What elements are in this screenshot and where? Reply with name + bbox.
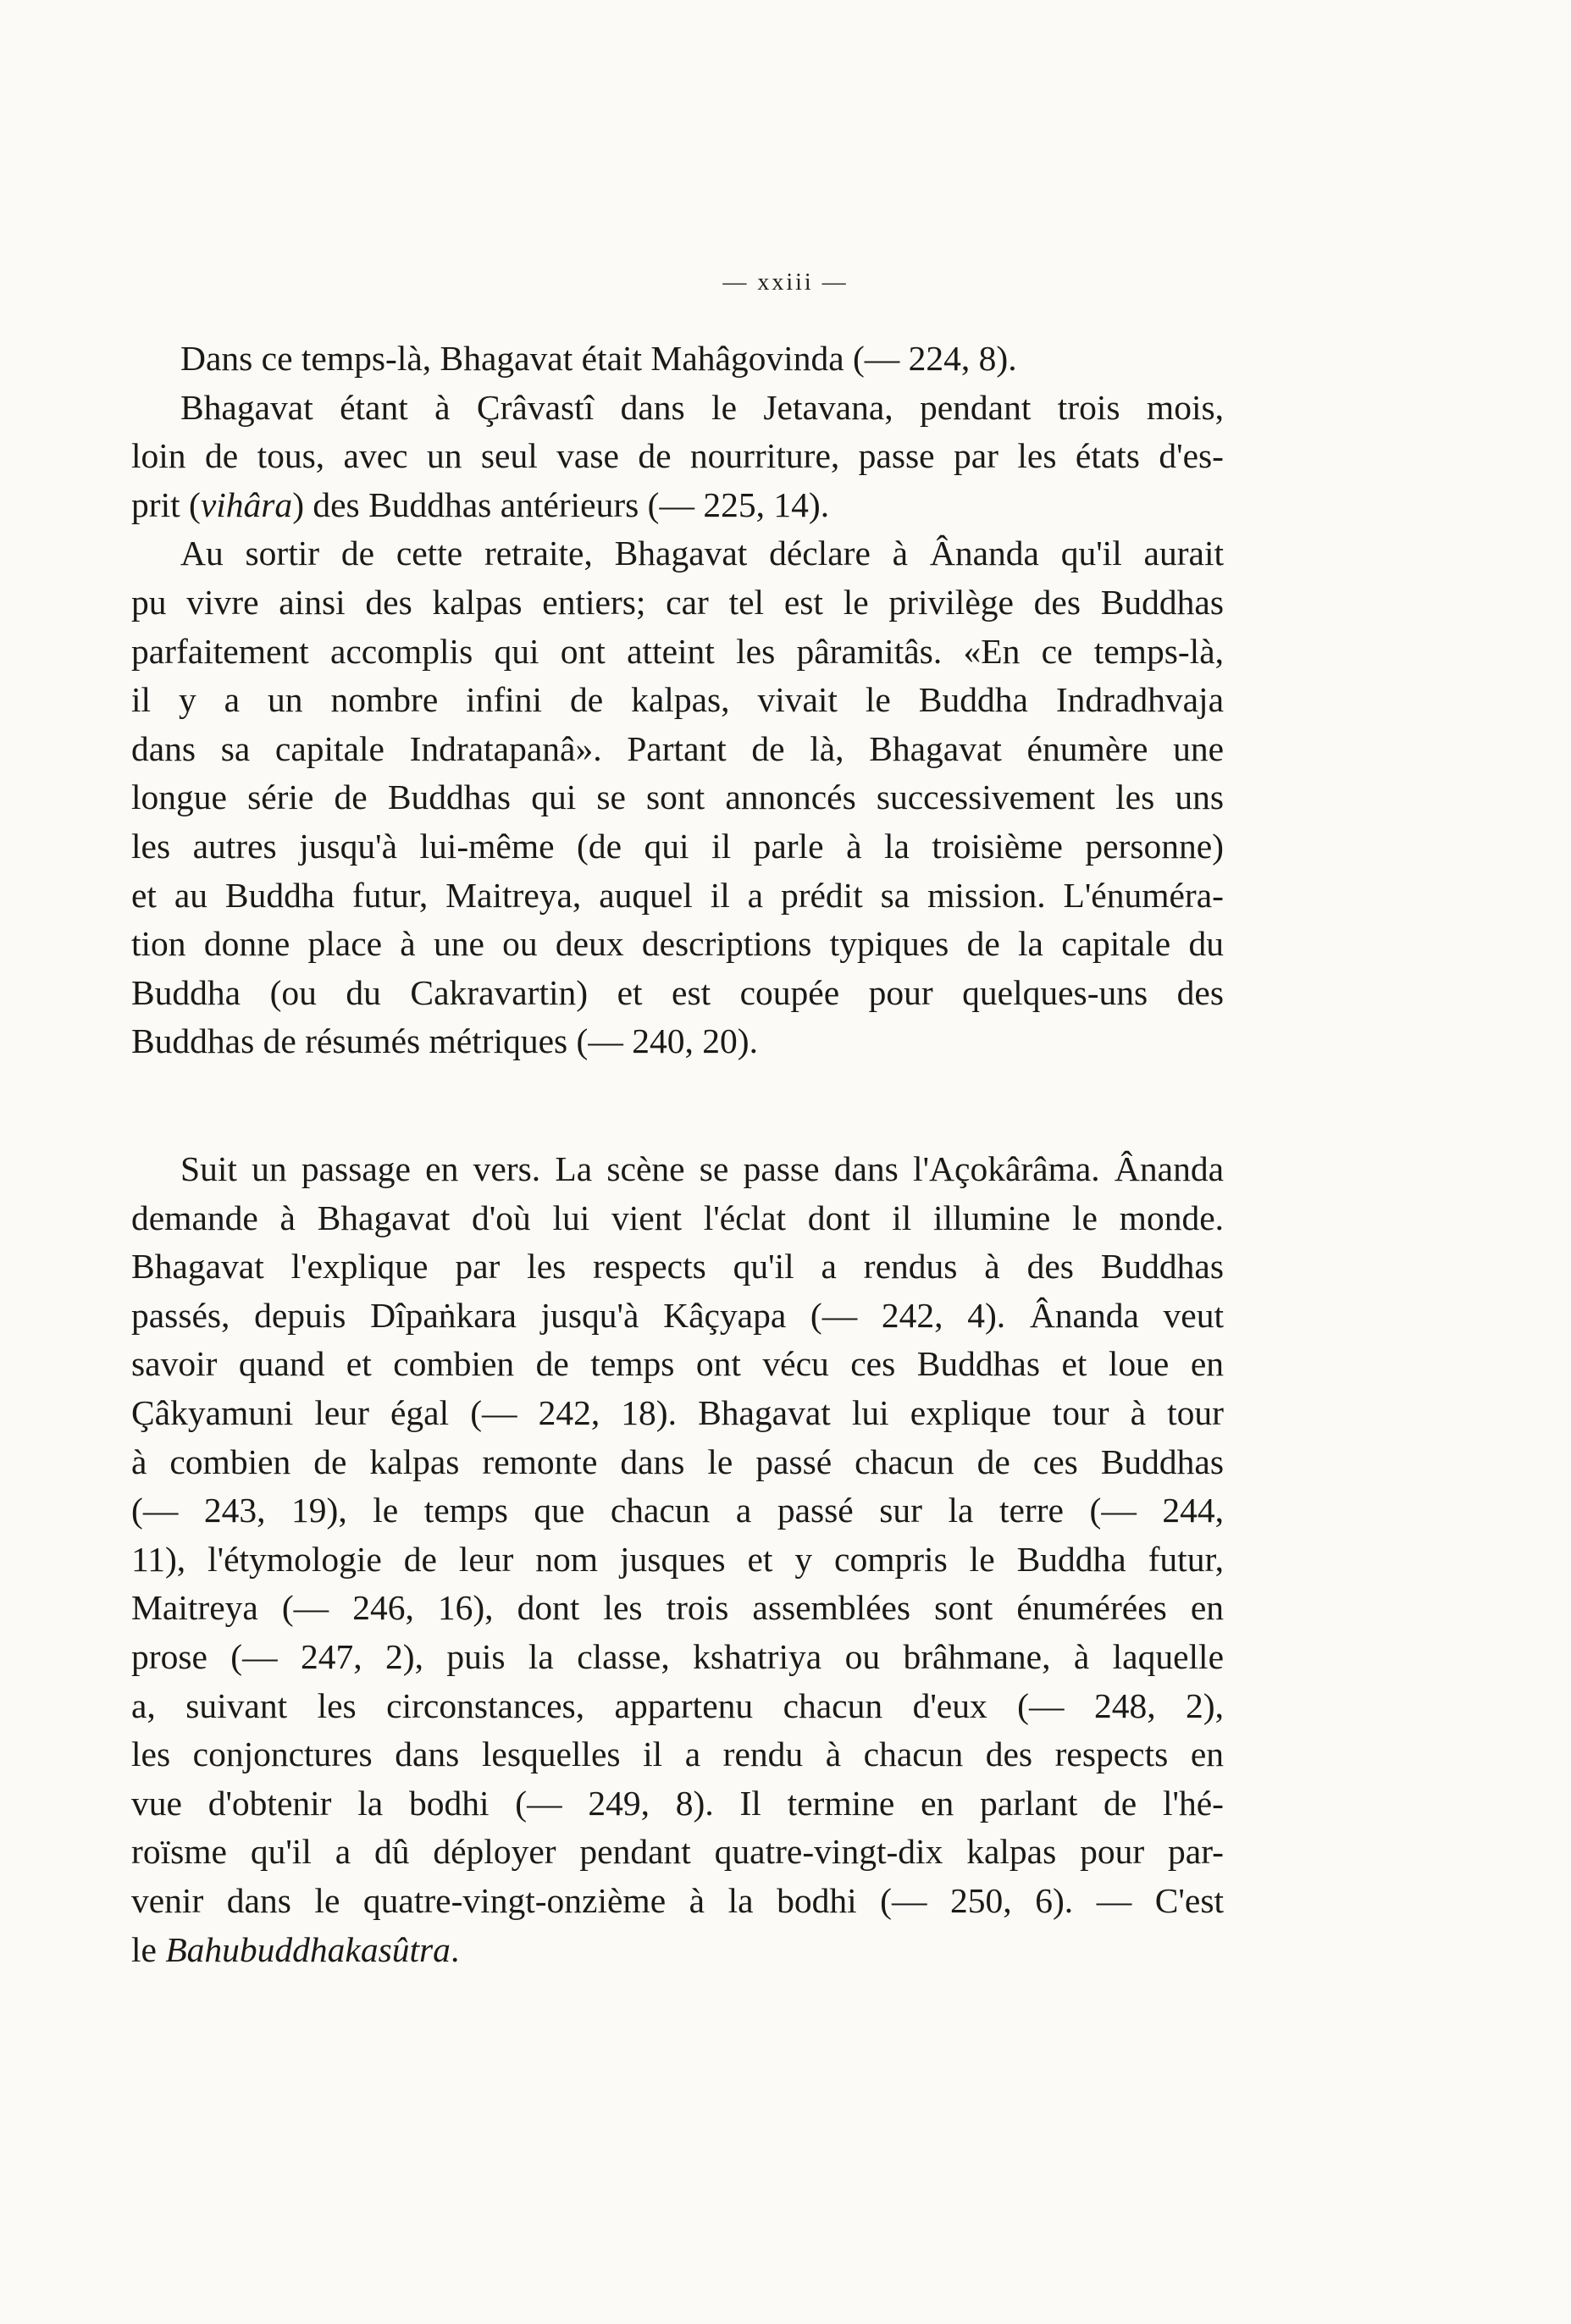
page-header: — xxiii — [722,269,849,296]
text-line: et au Buddha futur, Maitreya, auquel il a prédit sa mission. L'énuméra- [131,875,1224,915]
text-block-lower [131,1145,1224,1974]
text-line: Suit un passage en vers. La scène se passe dans l'Açokârâma. Ânanda [180,1149,1224,1188]
text-line: à combien de kalpas remonte dans le passé chacun de ces Buddhas [131,1441,1224,1481]
text-line: roïsme qu'il a dû déployer pendant quatre-vingt-dix kalpas pour par- [131,1832,1224,1872]
text-line: Buddha (ou du Cakravartin) et est coupée pour quelques-uns des [131,972,1224,1012]
text-line: parfaitement accomplis qui ont atteint les pâramitâs. «En ce temps-là, [131,631,1224,671]
text-line: vue d'obtenir la bodhi (— 249, 8). Il termine en parlant de l'hé- [131,1783,1224,1823]
text-line: passés, depuis Dîpaṅkara jusqu'à Kâçyapa (— 242, 4). Ânanda veut [131,1295,1224,1335]
text-line [131,1926,1224,1975]
text-line: Maitreya (— 246, 16), dont les trois assemblées sont énumérées en [131,1588,1224,1628]
text-line: Buddhas de résumés métriques (— 240, 20). [131,1021,758,1061]
text-line: il y a un nombre infini de kalpas, vivait le Buddha Indradhvaja [131,680,1224,720]
text-line: prose (— 247, 2), puis la classe, kshatriya ou brâhmane, à laquelle [131,1636,1224,1676]
paragraph-verse-passage [131,1145,1224,1974]
text-line: pu vivre ainsi des kalpas entiers; car tel est le privilège des Buddhas [131,582,1224,622]
text-fragment: prit ( [131,484,201,524]
text-line: demande à Bhagavat d'où lui vient l'éclat dont il illumine le monde. [131,1198,1224,1237]
italic-title-bahubuddhakasutra: Bahubuddhakasûtra [165,1929,451,1969]
text-line: savoir quand et combien de temps ont vécu ces Buddhas et loue en [131,1344,1224,1384]
text-line: (— 243, 19), le temps que chacun a passé sur la terre (— 244, [131,1491,1224,1530]
text-line: a, suivant les circonstances, appartenu chacun d'eux (— 248, 2), [131,1685,1224,1725]
text-line: Bhagavat l'explique par les respects qu'il a rendus à des Buddhas [131,1247,1224,1286]
text-line: Dans ce temps-là, Bhagavat était Mahâgovinda (— 224, 8). [180,339,1017,378]
text-line: venir dans le quatre-vingt-onzième à la bodhi (— 250, 6). — C'est [131,1880,1224,1920]
paragraph-retraite [131,529,1224,1066]
text-line: longue série de Buddhas qui se sont annoncés successivement les uns [131,777,1224,817]
text-line: Çâkyamuni leur égal (— 242, 18). Bhagavat lui explique tour à tour [131,1392,1224,1432]
text-line: 11), l'étymologie de leur nom jusques et y compris le Buddha futur, [131,1539,1224,1579]
text-line: Au sortir de cette retraite, Bhagavat déclare à Ânanda qu'il aurait [180,534,1224,573]
paragraph-cravasti [131,384,1224,530]
text-line: loin de tous, avec un seul vase de nourriture, passe par les états d'es- [131,436,1224,476]
text-line: dans sa capitale Indratapanâ». Partant de là, Bhagavat énumère une [131,728,1224,768]
text-block-upper [131,335,1224,1066]
paragraph-mahagovinda [131,335,1224,384]
text-fragment: le [131,1929,166,1969]
text-line [131,481,1224,530]
text-fragment: . [450,1929,460,1969]
italic-term-vihara: vihâra [200,484,293,524]
text-line: les conjonctures dans lesquelles il a rendu à chacun des respects en [131,1735,1224,1774]
text-fragment: ) des Buddhas antérieurs (— 225, 14). [292,484,830,524]
text-line: tion donne place à une ou deux descriptions typiques de la capitale du [131,924,1224,964]
text-line: les autres jusqu'à lui-même (de qui il parle à la troisième personne) [131,826,1224,866]
text-line: Bhagavat étant à Çrâvastî dans le Jetavana, pendant trois mois, [180,387,1224,427]
